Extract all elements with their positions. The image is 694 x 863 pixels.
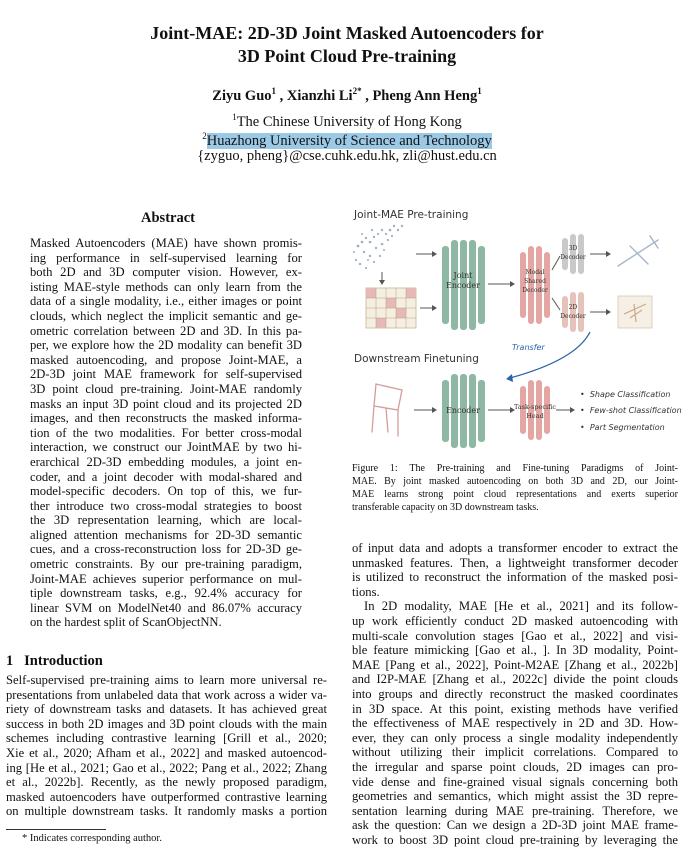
abstract-heading: Abstract: [141, 210, 195, 226]
author-sup: 1: [271, 86, 277, 96]
svg-text:3D: 3D: [568, 245, 578, 252]
text-line: success in both 2D images and 3D point clouds with the main: [6, 716, 327, 731]
svg-text:• Shape Classification: • Shape Classification: [580, 390, 671, 399]
caption-line: Figure 1: The Pre-training and Fine-tuning Paradigms of Joint-: [352, 463, 678, 474]
figure-1-diagram: [346, 200, 688, 452]
text-line: work to boost 3D point cloud pre-training by leveraging the: [352, 832, 678, 847]
text-line: presentations from unlabeled data that work across a wider va-: [6, 687, 327, 702]
text-line: ometric correlation between 2D and 3D. In this pa-: [30, 323, 302, 338]
highlighted-text[interactable]: Huazhong University of Science and Technology: [206, 133, 492, 149]
reconstructed-point-cloud-icon: [618, 236, 658, 266]
text-line: aligned attention mechanisms for 2D-3D semantic: [30, 527, 302, 542]
text-line: the effectiveness of MAE respectively in 2D and 3D. How-: [352, 716, 678, 731]
footnote-rule: [6, 829, 106, 830]
caption-line: transferable capacity on 3D downstream tasks.: [352, 502, 539, 513]
text-line: per, we explore how the 2D modality can benefit 3D: [30, 338, 302, 353]
text-line: isting MAE-style methods can only learn from the: [30, 279, 302, 294]
text-line: masks an input 3D point cloud and its projected 2D: [30, 396, 302, 411]
text-line: ometric constraints. By our pre-training paradigm,: [30, 557, 302, 572]
text-line: unmasked features. Then, a lightweight transformer decoder: [352, 555, 678, 570]
text-line: the irregular and sparse point clouds, 2D images can pro-: [352, 759, 678, 774]
text-line: interaction, we construct our JointMAE by two hi-: [30, 440, 302, 455]
svg-text:Modal: Modal: [525, 269, 545, 276]
task-item: Few-shot Classification: [589, 406, 682, 415]
author-sup: 1: [477, 86, 482, 96]
author-sup: 2*: [352, 86, 362, 96]
svg-text:Decoder: Decoder: [560, 254, 586, 261]
caption-line: MAE. By joint masked autoencoding on both 3D and 2D, our Joint-: [352, 476, 678, 487]
svg-text:• Few-shot Classification: • Few-shot Classification: [580, 406, 682, 415]
text-line: ask the question: Can we design a 2D-3D joint MAE frame-: [352, 818, 678, 833]
masked-image-grid-icon: [366, 288, 416, 328]
affiliation-1: $^1$The Chinese University of Hong Kong: [232, 112, 462, 130]
text-line: riety of downstream tasks and datasets. It has achieved great: [6, 702, 327, 717]
text-line: images, and then reconstructs the masked informa-: [30, 411, 302, 426]
text-line: in 3D space. At this point, existing methods have verified: [352, 701, 678, 716]
text-line: and I2P-MAE [Zhang et al., 2022c] divide the point clouds: [352, 672, 678, 687]
caption-line: MAE learns strong point cloud representations and exerts superior: [352, 489, 678, 500]
text-line: ever, they can only process a single modality independently: [352, 730, 678, 745]
text-line: vide dense and fine-grained visual signals concerning both: [352, 774, 678, 789]
intro-body: [6, 673, 327, 819]
text-line: both 2D and 3D computer vision. However, ex-: [30, 265, 302, 280]
text-line: schemes including contrastive learning [Grill et al., 2020;: [6, 731, 327, 746]
text-line: Self-supervised pre-training aims to learn more universal re-: [6, 673, 327, 687]
text-line: on the hardest split of ScanObjectNN.: [30, 615, 222, 630]
author-name: Xianzhi Li: [286, 88, 353, 104]
text-line: the 3D representation learning, which are local-: [30, 513, 302, 528]
text-line: linear SVM on ModelNet40 and 86.07% accuracy: [30, 600, 302, 615]
svg-text:Decoder: Decoder: [522, 287, 548, 294]
text-line: 2D-3D joint MAE framework for self-supervised: [30, 367, 302, 382]
text-line: multi-scale convolution stages [Gao et al., 2022] and visi-: [352, 628, 678, 643]
finetune-label: Downstream Finetuning: [354, 353, 479, 365]
reconstructed-image-icon: [618, 296, 652, 328]
text-line: on multiple downstream tasks. It randomly masks a portion: [6, 804, 327, 819]
text-line: of input data and adopts a transformer encoder to extract the: [352, 541, 678, 555]
text-line: tion of the two modalities. For better cross-modal: [30, 425, 302, 440]
svg-text:Decoder: Decoder: [560, 313, 586, 320]
text-line: tiple downstream tasks, e.g., 92.4% accuracy for: [30, 586, 302, 601]
text-line: geometries and semantics, which might assist the 3D repre-: [352, 789, 678, 804]
svg-text:Shared: Shared: [524, 278, 546, 285]
svg-text:• Part Segmentation: • Part Segmentation: [580, 423, 665, 432]
chair-point-cloud-icon: [372, 384, 402, 436]
encoder-label: Encoder: [446, 406, 480, 415]
text-line: et al., 2022b]. Recently, as the newly proposed paradigm,: [6, 775, 327, 790]
title-line-1: Joint-MAE: 2D-3D Joint Masked Autoencoders for: [150, 23, 544, 43]
pipeline-diagram: [346, 200, 688, 452]
text-line: masked autoencoders have outperformed contrastive learning: [6, 789, 327, 804]
text-line: Masked Autoencoders (MAE) have shown promis-: [30, 236, 302, 250]
text-line: Xie et al., 2020; Afham et al., 2022] and masked autoencod-: [6, 745, 327, 760]
text-line: In 2D modality, MAE [He et al., 2021] and its follow-: [364, 599, 678, 614]
author-list: Ziyu Guo$^1$ , Xianzhi $Li^{2*}$ , Pheng Ann Heng$^1$: [212, 86, 482, 104]
footnote: * Indicates corresponding author.: [22, 833, 162, 844]
text-line: erarchical 2D-3D embedding modules, a joint en-: [30, 454, 302, 469]
text-line: up work efficiently conduct 2D masked autoencoding with: [352, 613, 678, 628]
affiliation-2: $^2$Huazhong University of Science and Technology: [202, 131, 492, 149]
task-item: Shape Classification: [589, 390, 671, 399]
section-heading: 1 Introduction: [6, 653, 103, 669]
svg-text:Encoder: Encoder: [446, 281, 480, 290]
title-line-2: 3D Point Cloud Pre-training: [237, 46, 457, 66]
text-line: 3D point cloud pre-training. Joint-MAE randomly: [30, 381, 302, 396]
text-line: coder, and a joint decoder with modal-shared and: [30, 469, 302, 484]
text-line: masked autoencoding, and propose Joint-MAE, a: [30, 352, 302, 367]
figure-caption: [352, 462, 678, 514]
svg-text:2D: 2D: [568, 304, 578, 311]
text-line: sentation learning during MAE pre-training. Therefore, we: [352, 803, 678, 818]
text-line: ing [He et al., 2021; Gao et al., 2022; Pang et al., 2022; Zhang: [6, 760, 327, 775]
author-emails: {zyguo, pheng}@cse.cuhk.edu.hk, zli@hust.edu.cn: [197, 148, 497, 164]
text-line: Joint-MAE achieves superior performance on mul-: [30, 571, 302, 586]
svg-text:Head: Head: [526, 412, 544, 420]
text-line: without utilizing their implicit correlations. Compared to: [352, 745, 678, 760]
author-name: Ziyu Guo: [212, 88, 272, 104]
svg-text:Task-specific: Task-specific: [513, 403, 557, 411]
text-line: ble feature mimicking [Gao et al., ]. In 3D modality, Point-: [352, 643, 678, 658]
text-line: is utilized to reconstruct the information of the masked posi-: [352, 570, 678, 585]
pretrain-label: Joint-MAE Pre-training: [354, 209, 469, 221]
decoder-2d-block: [562, 292, 584, 332]
text-line: into groups and directly reconstruct the masked coordinates: [352, 686, 678, 701]
modal-shared-decoder-block: [520, 246, 550, 324]
svg-text:Joint: Joint: [453, 271, 473, 280]
text-line: ing performance in self-supervised learning for: [30, 250, 302, 265]
text-line: data of a single modality, i.e., either images or point: [30, 294, 302, 309]
text-line: tions.: [352, 584, 380, 599]
right-column-body: [352, 541, 678, 847]
transfer-arrow: [510, 332, 590, 378]
text-line: MAE [Pang et al., 2022], Point-M2AE [Zhang et al., 2022b]: [352, 657, 678, 672]
transfer-label: Transfer: [512, 343, 545, 352]
paper-title: [0, 22, 694, 68]
text-line: ther introduce two cross-modal strategies to boost: [30, 498, 302, 513]
author-name: Pheng Ann Heng: [372, 88, 478, 104]
task-item: Part Segmentation: [589, 423, 665, 432]
abstract-body: [30, 236, 302, 630]
text-line: cues, and a cross-reconstruction loss for 2D-3D ge-: [30, 542, 302, 557]
text-line: model-specific decoders. On top of this, we fur-: [30, 484, 302, 499]
point-cloud-input-icon: [353, 225, 403, 269]
text-line: clouds, which neglect the implicit semantic and ge-: [30, 308, 302, 323]
